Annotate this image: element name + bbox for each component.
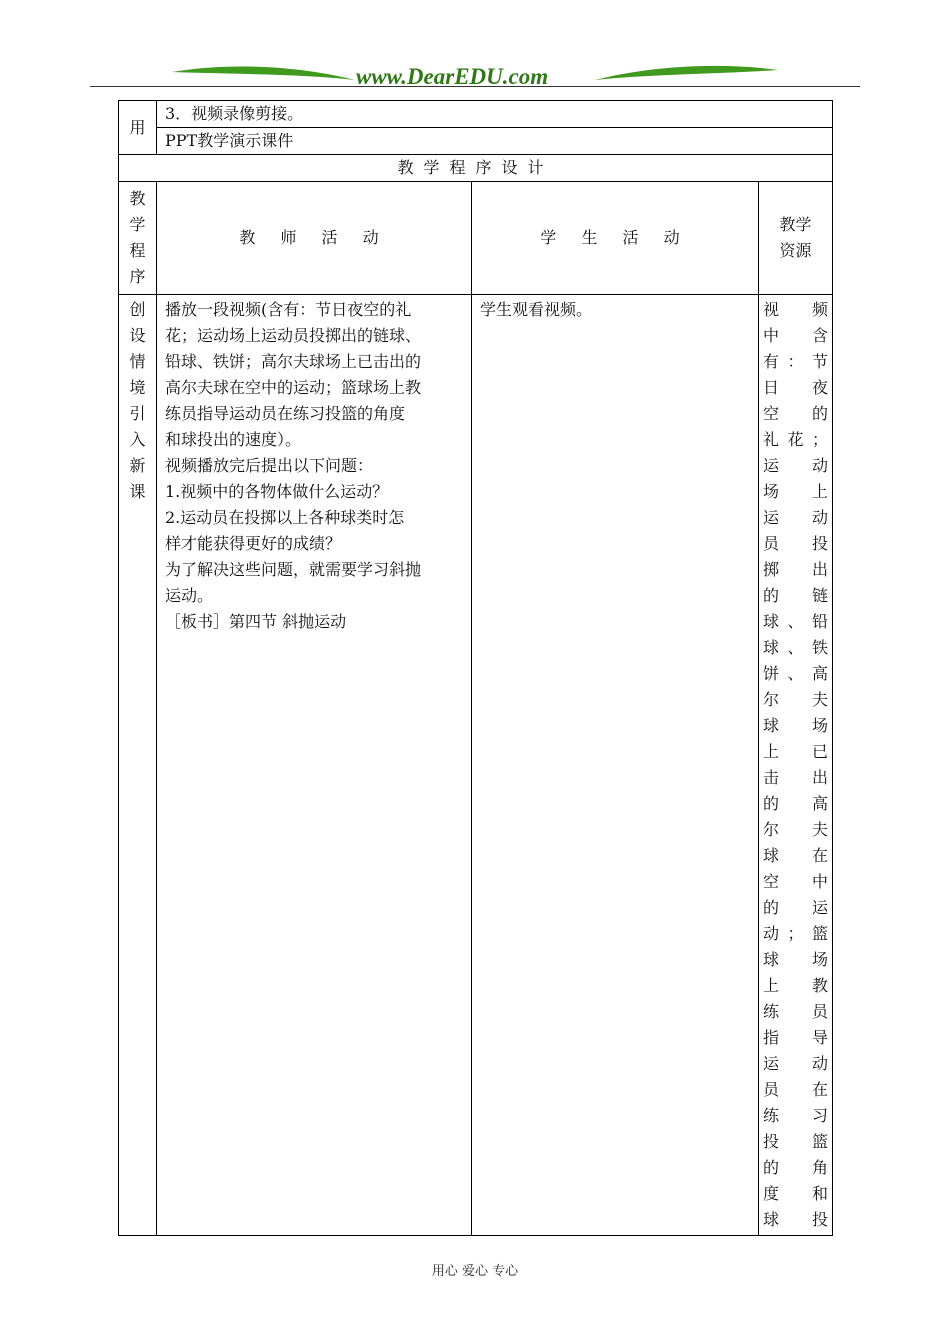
header-divider	[90, 86, 860, 87]
resource-line: 饼、高	[763, 664, 829, 683]
teacher-activity-line: 高尔夫球在空中的运动；篮球场上教	[165, 378, 422, 397]
resource-line: 空的	[763, 404, 829, 423]
resource-line: 中含	[763, 326, 829, 345]
teacher-activity-line: 播放一段视频(含有：节日夜空的礼	[165, 300, 412, 319]
teacher-activity-line: 2.运动员在投掷以上各种球类时怎	[165, 508, 405, 527]
resource-line: 上已	[763, 742, 829, 761]
resource-line: 掷出	[763, 560, 829, 579]
resource-line: 球场	[763, 716, 829, 735]
page-footer: 用心 爱心 专心	[431, 1264, 519, 1279]
section-title: 教学程序设计	[119, 155, 833, 182]
resource-line: 运动	[763, 456, 829, 475]
teacher-activity-line: 和球投出的速度）。	[165, 430, 302, 449]
usage-item: PPT教学演示课件	[157, 128, 833, 155]
resource-line: 的高	[763, 794, 829, 813]
column-header-resources: 教学 资源	[759, 182, 833, 295]
teacher-activity-line: 样才能获得更好的成绩？	[165, 534, 342, 553]
resource-line: 场上	[763, 482, 829, 501]
lesson-plan-table	[118, 100, 833, 1236]
resource-line: 球投	[763, 1210, 829, 1229]
resource-line: 球在	[763, 846, 829, 865]
resource-line: 尔夫	[763, 690, 829, 709]
teacher-activity-line: ［板书］第四节 斜抛运动	[165, 612, 347, 631]
resource-line: 指导	[763, 1028, 829, 1047]
resource-line: 礼花；	[763, 430, 829, 449]
resource-line: 的运	[763, 898, 829, 917]
resource-line: 空中	[763, 872, 829, 891]
resource-line: 尔夫	[763, 820, 829, 839]
resource-line: 投篮	[763, 1132, 829, 1151]
resource-line: 球、铁	[763, 638, 829, 657]
student-activity-cell: 学生观看视频。	[472, 295, 759, 1236]
resource-line: 动；篮	[763, 924, 829, 943]
stage-cell: 创 设 情 境 引 入 新 课	[119, 295, 157, 1236]
resource-line: 日夜	[763, 378, 829, 397]
teacher-activity-line: 铅球、铁饼；高尔夫球场上已击出的	[165, 352, 422, 371]
teacher-activity-cell	[157, 295, 472, 1236]
resources-cell	[759, 295, 833, 1236]
teacher-activity-line: 1.视频中的各物体做什么运动？	[165, 482, 389, 501]
resource-line: 视频	[763, 300, 829, 319]
resource-line: 的角	[763, 1158, 829, 1177]
usage-label: 用	[119, 101, 157, 155]
resource-line: 练员	[763, 1002, 829, 1021]
column-header-stage: 教 学 程 序	[119, 182, 157, 295]
resource-line: 运动	[763, 508, 829, 527]
teacher-activity-line: 视频播放完后提出以下问题：	[165, 456, 374, 475]
resource-line: 击出	[763, 768, 829, 787]
resource-line: 有：节	[763, 352, 829, 371]
teacher-activity-line: 为了解决这些问题，就需要学习斜抛	[165, 560, 422, 579]
site-logo-text[interactable]: www.DearEDU.com	[356, 64, 549, 89]
usage-item: 3．视频录像剪接。	[157, 101, 833, 128]
resource-line: 球、铅	[763, 612, 829, 631]
resource-line: 员在	[763, 1080, 829, 1099]
column-header-student: 学 生 活 动	[472, 182, 759, 295]
resource-line: 练习	[763, 1106, 829, 1125]
resource-line: 运动	[763, 1054, 829, 1073]
resource-line: 员投	[763, 534, 829, 553]
resource-line: 球场	[763, 950, 829, 969]
column-header-teacher: 教 师 活 动	[157, 182, 472, 295]
teacher-activity-line: 练员指导运动员在练习投篮的角度	[165, 404, 406, 423]
resource-line: 度和	[763, 1184, 829, 1203]
resource-line: 的链	[763, 586, 829, 605]
teacher-activity-line: 运动。	[165, 586, 214, 605]
resource-line: 上教	[763, 976, 829, 995]
teacher-activity-line: 花；运动场上运动员投掷出的链球、	[165, 326, 422, 345]
